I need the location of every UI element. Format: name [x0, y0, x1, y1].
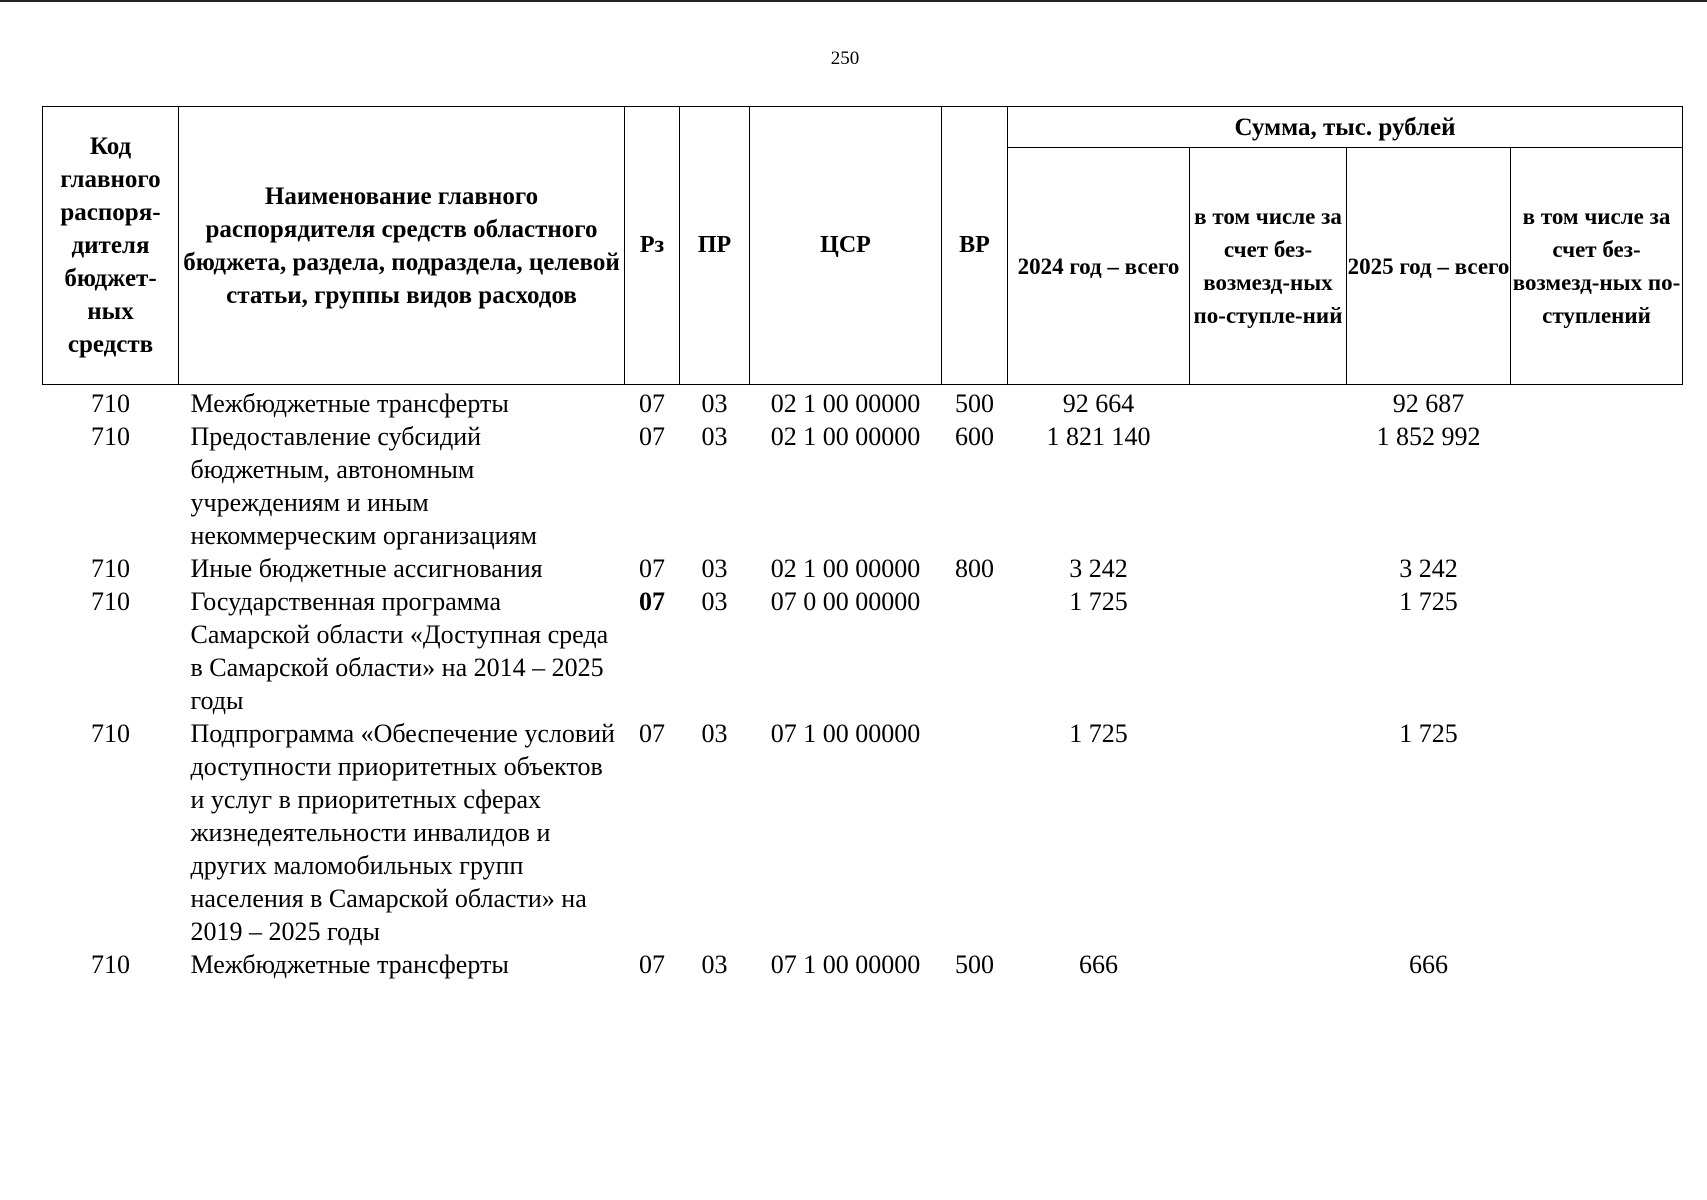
cell-code: 710 — [91, 554, 130, 583]
cell-csr: 02 1 00 00000 — [770, 389, 921, 418]
cell-pr: 03 — [701, 389, 728, 418]
cell-code: 710 — [91, 389, 130, 418]
cell-2024-free — [1190, 948, 1347, 981]
table-row — [43, 717, 1683, 948]
cell-rz: 07 — [639, 554, 665, 583]
cell-2025-total: 92 687 — [1392, 389, 1465, 418]
cell-name: Государственная программа Самарской области «Доступная среда в Самарской области» на 2014 – 2025 годы — [190, 587, 609, 715]
table-row — [43, 948, 1683, 981]
cell-2024-free — [1190, 385, 1347, 421]
cell-csr: 07 1 00 00000 — [770, 950, 921, 979]
cell-name: Иные бюджетные ассигнования — [190, 554, 543, 583]
header-2025-free: в том числе за счет без-возмезд-ных по-ступлений — [1511, 148, 1683, 385]
cell-2025-free — [1511, 585, 1683, 717]
cell-code: 710 — [91, 422, 130, 451]
header-2024-total: 2024 год – всего — [1008, 148, 1190, 385]
cell-pr: 03 — [701, 554, 728, 583]
cell-2024-total: 1 821 140 — [1046, 422, 1151, 451]
cell-2025-total: 3 242 — [1399, 554, 1458, 583]
cell-name: Межбюджетные трансферты — [190, 950, 509, 979]
cell-2024-total: 92 664 — [1062, 389, 1135, 418]
cell-vr: 800 — [955, 554, 994, 583]
cell-rz: 07 — [639, 950, 665, 979]
cell-vr: 500 — [955, 950, 994, 979]
cell-vr: 600 — [955, 422, 994, 451]
cell-2025-total: 1 725 — [1399, 587, 1458, 616]
cell-code: 710 — [91, 587, 130, 616]
cell-name: Предоставление субсидий бюджетным, автономным учреждениям и иным некоммерческим организациям — [190, 422, 537, 550]
header-name: Наименование главного распорядителя средств областного бюджета, раздела, подраздела, целевой статьи, группы видов расходов — [179, 107, 625, 385]
cell-vr — [942, 717, 1008, 948]
cell-rz: 07 — [639, 587, 665, 616]
header-row-1 — [43, 107, 1683, 148]
table-row — [43, 385, 1683, 421]
header-2024-free: в том числе за счет без-возмезд-ных по-ступле-ний — [1190, 148, 1347, 385]
page-number: 250 — [830, 48, 860, 69]
cell-code: 710 — [91, 950, 130, 979]
cell-2024-total: 3 242 — [1069, 554, 1128, 583]
cell-2024-total: 1 725 — [1069, 587, 1128, 616]
cell-2024-free — [1190, 585, 1347, 717]
cell-2025-free — [1511, 420, 1683, 552]
cell-csr: 07 1 00 00000 — [770, 719, 921, 748]
cell-rz: 07 — [639, 422, 665, 451]
cell-pr: 03 — [701, 719, 728, 748]
cell-2024-free — [1190, 552, 1347, 585]
cell-csr: 07 0 00 00000 — [770, 587, 921, 616]
cell-pr: 03 — [701, 587, 728, 616]
cell-name: Межбюджетные трансферты — [190, 389, 509, 418]
cell-2025-free — [1511, 385, 1683, 421]
cell-2024-total: 666 — [1079, 950, 1118, 979]
cell-csr: 02 1 00 00000 — [770, 554, 921, 583]
cell-pr: 03 — [701, 422, 728, 451]
table-row — [43, 552, 1683, 585]
header-2025-total: 2025 год – всего — [1347, 148, 1511, 385]
cell-2025-total: 1 725 — [1399, 719, 1458, 748]
table-row — [43, 585, 1683, 717]
header-csr: ЦСР — [750, 107, 942, 385]
header-sum-group: Сумма, тыс. рублей — [1008, 107, 1683, 148]
cell-code: 710 — [91, 719, 130, 748]
cell-2024-free — [1190, 717, 1347, 948]
header-pr: ПР — [680, 107, 750, 385]
budget-table — [42, 106, 1683, 981]
cell-rz: 07 — [639, 389, 665, 418]
cell-2025-free — [1511, 552, 1683, 585]
header-vr: ВР — [942, 107, 1008, 385]
cell-rz: 07 — [639, 719, 665, 748]
cell-2025-total: 1 852 992 — [1376, 422, 1481, 451]
cell-vr: 500 — [955, 389, 994, 418]
cell-2025-free — [1511, 948, 1683, 981]
cell-2024-free — [1190, 420, 1347, 552]
header-code: Код главного распоря-дителя бюджет-ных средств — [43, 107, 179, 385]
cell-vr — [942, 585, 1008, 717]
cell-2024-total: 1 725 — [1069, 719, 1128, 748]
cell-name: Подпрограмма «Обеспечение условий доступности приоритетных объектов и услуг в приоритетных сферах жизнедеятельности инвалидов и других маломобильных групп населения в Самарской области» на 2019 – 2025 годы — [190, 719, 615, 946]
table-header — [43, 107, 1683, 385]
cell-pr: 03 — [701, 950, 728, 979]
cell-2025-free — [1511, 717, 1683, 948]
header-rz: Рз — [625, 107, 680, 385]
table-body — [43, 385, 1683, 982]
scan-top-border — [0, 0, 1707, 2]
cell-2025-total: 666 — [1409, 950, 1448, 979]
cell-csr: 02 1 00 00000 — [770, 422, 921, 451]
table-row — [43, 420, 1683, 552]
